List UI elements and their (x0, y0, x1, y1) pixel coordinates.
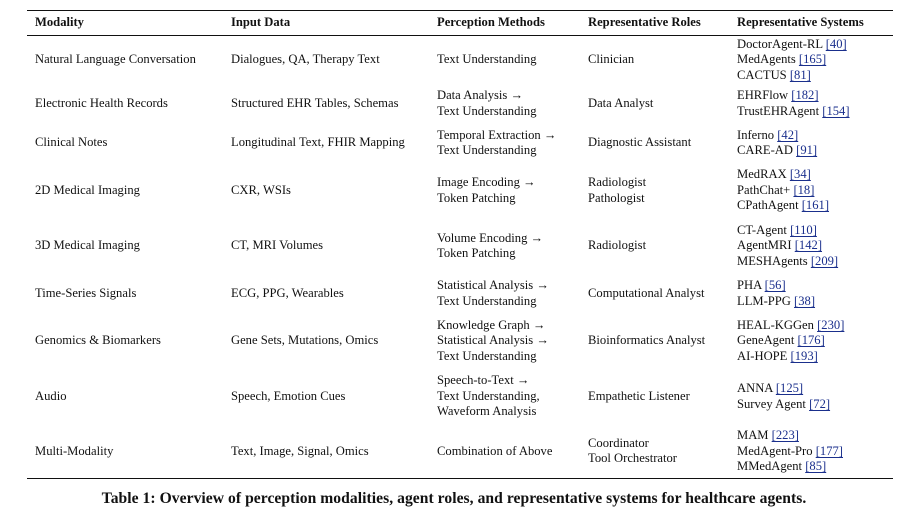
systems-cell (729, 163, 893, 219)
systems-cell (729, 219, 893, 274)
system-name: AgentMRI (737, 238, 792, 253)
citation-link[interactable]: [40] (825, 36, 847, 51)
input-data-cell: ECG, PPG, Wearables (231, 285, 344, 300)
citation-link[interactable]: [142] (794, 238, 823, 253)
citation-link[interactable]: [72] (809, 396, 831, 411)
modality-cell: Clinical Notes (35, 135, 108, 150)
modality-cell: Time-Series Signals (35, 285, 137, 300)
role-line: Radiologist (588, 175, 647, 189)
method-line: Knowledge Graph → (437, 317, 546, 332)
systems-cell (729, 124, 893, 163)
role-line: Data Analyst (588, 95, 654, 110)
system-entry (737, 444, 893, 460)
system-entry (737, 318, 893, 334)
systems-cell (729, 36, 893, 84)
citation-link[interactable]: [85] (805, 459, 827, 473)
input-data-cell: Text, Image, Signal, Omics (231, 443, 369, 458)
roles-cell (580, 84, 729, 124)
method-line: Text Understanding, (437, 388, 540, 403)
system-name: MedRAX (737, 167, 787, 182)
perception-methods-cell (429, 219, 580, 274)
roles-cell (580, 219, 729, 274)
role-line: Coordinator (588, 435, 649, 450)
system-name: CACTUS (737, 67, 787, 82)
system-entry (737, 68, 893, 84)
method-line: Text Understanding (437, 348, 537, 363)
system-name: PathChat+ (737, 182, 791, 197)
role-line: Pathologist (588, 190, 645, 205)
overview-table (27, 10, 893, 479)
roles-cell (580, 36, 729, 84)
method-line: Temporal Extraction → (437, 127, 557, 142)
method-line: Text Understanding (437, 52, 537, 66)
method-line: Token Patching (437, 246, 516, 260)
role-line: Bioinformatics Analyst (588, 333, 706, 348)
table-body (27, 36, 893, 479)
system-name: MAM (737, 428, 769, 442)
citation-link[interactable]: [165] (798, 52, 827, 66)
table-row (27, 36, 893, 84)
systems-cell (729, 314, 893, 369)
input-data-cell: CXR, WSIs (231, 182, 291, 197)
perception-methods-cell (429, 84, 580, 124)
system-entry (737, 428, 893, 444)
method-line: Text Understanding (437, 293, 537, 308)
system-name: TrustEHRAgent (737, 103, 820, 118)
perception-methods-cell (429, 163, 580, 219)
system-entry (737, 223, 893, 239)
modality-cell: Natural Language Conversation (35, 52, 196, 66)
role-line: Computational Analyst (588, 285, 705, 300)
method-line: Combination of Above (437, 443, 553, 458)
perception-methods-cell (429, 36, 580, 84)
perception-methods-cell (429, 274, 580, 314)
system-entry (737, 349, 893, 365)
role-line: Radiologist (588, 238, 647, 253)
modality-cell: Electronic Health Records (35, 95, 168, 110)
modality-cell: Multi-Modality (35, 443, 114, 458)
input-data-cell: Speech, Emotion Cues (231, 388, 346, 403)
role-line: Diagnostic Assistant (588, 135, 692, 150)
table-row (27, 163, 893, 219)
citation-link[interactable]: [193] (790, 348, 818, 363)
system-entry (737, 128, 893, 144)
input-data-cell: CT, MRI Volumes (231, 238, 324, 253)
system-name: CARE-AD (737, 143, 793, 157)
header-representative-systems: Representative Systems (737, 15, 864, 30)
system-entry (737, 104, 893, 120)
header-row (27, 11, 893, 36)
system-name: Inferno (737, 127, 775, 142)
header-modality: Modality (35, 15, 84, 30)
system-name: AI-HOPE (737, 348, 788, 363)
roles-cell (580, 163, 729, 219)
modality-cell: Genomics & Biomarkers (35, 333, 161, 348)
system-name: MESHAgents (737, 253, 808, 268)
table-row (27, 369, 893, 425)
citation-link[interactable]: [56] (764, 278, 786, 292)
role-line: Clinician (588, 52, 635, 66)
system-entry (737, 198, 893, 214)
citation-link[interactable]: [42] (777, 127, 799, 142)
input-data-cell: Dialogues, QA, Therapy Text (231, 52, 380, 66)
citation-link[interactable]: [34] (789, 167, 811, 182)
system-entry (737, 143, 893, 159)
roles-cell (580, 425, 729, 479)
roles-cell (580, 314, 729, 369)
citation-link[interactable]: [18] (793, 182, 815, 197)
table-row (27, 274, 893, 314)
modality-cell: 2D Medical Imaging (35, 182, 140, 197)
method-line: Text Understanding (437, 143, 537, 157)
citation-link[interactable]: [81] (789, 67, 811, 82)
method-line: Data Analysis → (437, 88, 524, 102)
citation-link[interactable]: [154] (822, 103, 850, 118)
citation-link[interactable]: [176] (797, 333, 825, 348)
input-data-cell: Gene Sets, Mutations, Omics (231, 333, 379, 348)
method-line: Text Understanding (437, 103, 537, 118)
roles-cell (580, 274, 729, 314)
system-name: HEAL-KGGen (737, 317, 814, 332)
system-entry (737, 37, 893, 53)
header-perception-methods: Perception Methods (437, 15, 545, 30)
role-line: Tool Orchestrator (588, 451, 677, 466)
system-name: MedAgents (737, 52, 796, 66)
citation-link[interactable]: [125] (775, 381, 804, 395)
systems-cell (729, 369, 893, 425)
perception-methods-cell (429, 369, 580, 425)
citation-link[interactable]: [161] (801, 198, 830, 213)
citation-link[interactable]: [91] (796, 143, 818, 157)
method-line: Statistical Analysis → (437, 333, 549, 348)
perception-methods-cell (429, 314, 580, 369)
roles-cell (580, 124, 729, 163)
citation-link[interactable]: [223] (771, 428, 799, 442)
system-name: LLM-PPG (737, 293, 791, 308)
systems-cell (729, 274, 893, 314)
system-entry (737, 294, 893, 310)
system-name: CPathAgent (737, 198, 799, 213)
system-entry (737, 333, 893, 349)
method-line: Statistical Analysis → (437, 278, 549, 292)
input-data-cell: Structured EHR Tables, Schemas (231, 95, 399, 110)
system-entry (737, 238, 893, 254)
system-name: ANNA (737, 381, 773, 395)
system-name: DoctorAgent-RL (737, 36, 823, 51)
table-row (27, 124, 893, 163)
system-name: MMedAgent (737, 459, 803, 473)
table-row (27, 314, 893, 369)
citation-link[interactable]: [209] (810, 253, 839, 268)
perception-methods-cell (429, 425, 580, 479)
roles-cell (580, 369, 729, 425)
table-row (27, 84, 893, 124)
system-entry (737, 167, 893, 183)
input-data-cell: Longitudinal Text, FHIR Mapping (231, 135, 405, 150)
method-line: Waveform Analysis (437, 404, 537, 419)
system-entry (737, 52, 893, 68)
system-name: Survey Agent (737, 396, 806, 411)
method-line: Image Encoding → (437, 175, 536, 189)
systems-cell (729, 425, 893, 479)
role-line: Empathetic Listener (588, 388, 690, 403)
system-name: GeneAgent (737, 333, 795, 348)
method-line: Token Patching (437, 190, 516, 205)
table-row (27, 219, 893, 274)
system-name: CT-Agent (737, 222, 787, 237)
perception-methods-cell (429, 124, 580, 163)
method-line: Speech-to-Text → (437, 373, 530, 388)
system-entry (737, 397, 893, 413)
citation-link[interactable]: [182] (791, 88, 819, 102)
citation-link[interactable]: [177] (815, 443, 843, 458)
system-name: MedAgent-Pro (737, 443, 813, 458)
citation-link[interactable]: [230] (817, 317, 845, 332)
header-representative-roles: Representative Roles (588, 15, 701, 30)
system-name: PHA (737, 278, 762, 292)
system-entry (737, 459, 893, 475)
table-caption: Table 1: Overview of perception modalities, agent roles, and representative systems for healthcare agents. (101, 490, 807, 507)
system-entry (737, 278, 893, 294)
modality-cell: 3D Medical Imaging (35, 238, 140, 253)
systems-cell (729, 84, 893, 124)
table-header (27, 11, 893, 36)
system-entry (737, 88, 893, 104)
citation-link[interactable]: [38] (794, 293, 816, 308)
method-line: Volume Encoding → (437, 230, 544, 245)
system-entry (737, 183, 893, 199)
system-entry (737, 381, 893, 397)
system-name: EHRFlow (737, 88, 789, 102)
table-row (27, 425, 893, 479)
modality-cell: Audio (35, 388, 67, 403)
citation-link[interactable]: [110] (790, 222, 817, 237)
header-input-data: Input Data (231, 15, 291, 30)
system-entry (737, 254, 893, 270)
